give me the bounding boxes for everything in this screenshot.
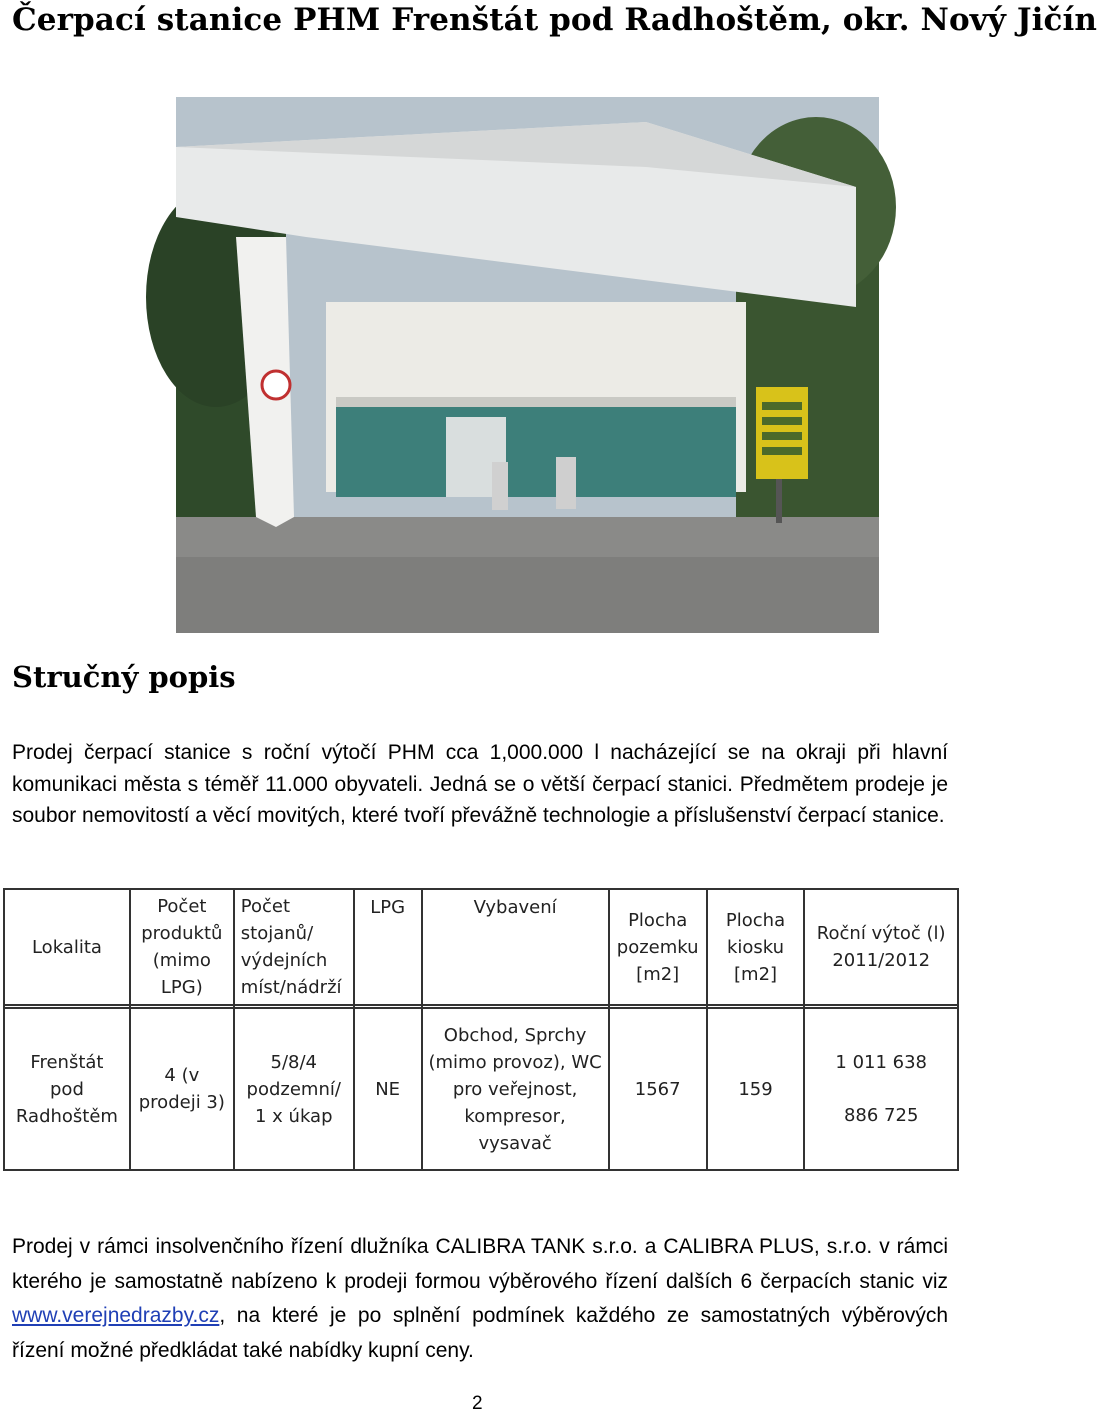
closing-text-start: Prodej v rámci insolvenčního řízení dlužníka CALIBRA TANK s.r.o. a CALIBRA PLUS, s.r.o. v rámci kterého je samostatně nabízeno k prodeji formou výběrového řízení dalších 6 čerpacích stanic viz xyxy=(12,1235,948,1293)
cell-lokalita: Frenštát pod Radhoštěm xyxy=(4,1008,130,1170)
vytoc-2011-value: 1 011 638 xyxy=(835,1052,927,1073)
header-pocet-stojanu: Počet stojanů/ výdejních míst/nádrží xyxy=(234,889,354,1005)
header-pocet-produktu: Počet produktů (mimo LPG) xyxy=(130,889,234,1005)
closing-text-end: , na které je po splnění podmínek každého ze samostatných výběrových řízení možné předkládat také nabídky kupní ceny. xyxy=(12,1304,948,1362)
header-rocni-vytoc: Roční výtoč (l) 2011/2012 xyxy=(804,889,958,1005)
gas-station-illustration xyxy=(176,97,879,633)
station-info-table xyxy=(3,888,959,1171)
table-header-row xyxy=(4,889,958,1005)
cell-lpg: NE xyxy=(354,1008,422,1170)
cell-plocha-pozemku: 1567 xyxy=(609,1008,707,1170)
cell-plocha-kiosku: 159 xyxy=(707,1008,805,1170)
cell-pocet-produktu: 4 (v prodeji 3) xyxy=(130,1008,234,1170)
document-title: Čerpací stanice PHM Frenštát pod Radhoštěm, okr. Nový Jičín xyxy=(12,2,1097,38)
header-lpg: LPG xyxy=(354,889,422,1005)
section-title: Stručný popis xyxy=(12,660,236,694)
fuel-pump xyxy=(556,457,576,509)
header-vybaveni: Vybavení xyxy=(422,889,609,1005)
fuel-pump xyxy=(492,462,508,510)
intro-paragraph: Prodej čerpací stanice s roční výtočí PHM cca 1,000.000 l nacházející se na okraji při hlavní komunikaci města s téměř 11.000 obyvateli. Jedná se o větší čerpací stanici. Předmětem prodeje je soubor nemovitostí a věcí movitých, které tvoří převážně technologie a příslušenství čerpací stanice. xyxy=(12,741,948,827)
header-lokalita: Lokalita xyxy=(4,889,130,1005)
cell-rocni-vytoc xyxy=(804,1008,958,1170)
header-plocha-pozemku: Plocha pozemku [m2] xyxy=(609,889,707,1005)
shop-windows xyxy=(336,407,736,497)
gas-station-photo xyxy=(176,97,879,633)
page-number: 2 xyxy=(472,1393,483,1414)
cell-pocet-stojanu: 5/8/4 podzemní/ 1 x úkap xyxy=(234,1008,354,1170)
vytoc-2012-value: 886 725 xyxy=(843,1105,919,1126)
closing-paragraph xyxy=(12,1230,948,1368)
table-row xyxy=(4,1008,958,1170)
cell-vybaveni: Obchod, Sprchy (mimo provoz), WC pro veřejnost, kompresor, vysavač xyxy=(422,1008,609,1170)
station-sign xyxy=(262,371,290,399)
header-plocha-kiosku: Plocha kiosku [m2] xyxy=(707,889,805,1005)
verejnedrazby-link[interactable]: www.verejnedrazby.cz xyxy=(12,1304,220,1327)
